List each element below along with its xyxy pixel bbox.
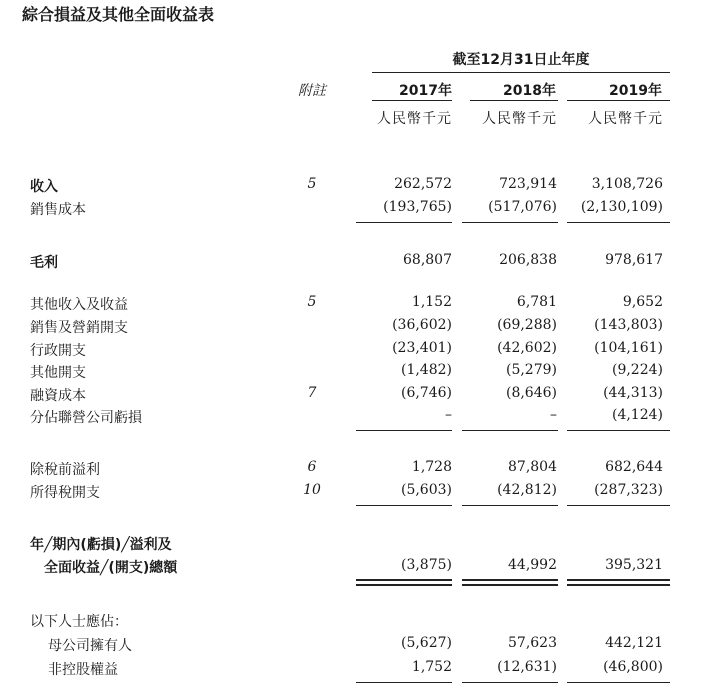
row-note-finance-costs: 7 (307, 385, 317, 401)
cell-share-of-associates-2019: (4,124) (611, 407, 663, 423)
subtotal-rule-2017 (356, 682, 452, 683)
period-header: 截至12月31日止年度 (452, 52, 590, 68)
row-label-non-controlling: 非控股權益 (48, 662, 118, 678)
cell-other-income-2019: 9,652 (622, 294, 663, 310)
row-note-other-income: 5 (307, 294, 317, 310)
year-header-2019: 2019年 (609, 83, 662, 99)
row-label-other-expenses: 其他開支 (30, 365, 86, 381)
cell-selling-expenses-2018: (69,288) (497, 317, 557, 333)
year-underline-2018 (470, 100, 558, 101)
cell-gross-profit-2017: 68,807 (403, 252, 452, 268)
total-rule-2017 (356, 579, 452, 581)
cell-other-expenses-2017: (1,482) (400, 362, 452, 378)
cell-cost-of-sales-2017: (193,765) (383, 199, 452, 215)
row-label-share-of-associates: 分佔聯營公司虧損 (30, 410, 142, 426)
cell-finance-costs-2018: (8,646) (505, 385, 557, 401)
cell-income-tax-2018: (42,812) (497, 482, 557, 498)
subtotal-rule-2019 (567, 505, 670, 506)
total-rule-2019 (567, 584, 670, 586)
cell-gross-profit-2018: 206,838 (499, 252, 557, 268)
row-label-finance-costs: 融資成本 (30, 388, 86, 404)
row-label-revenue: 收入 (30, 179, 58, 195)
cell-finance-costs-2017: (6,746) (400, 385, 452, 401)
cell-non-controlling-2019: (46,800) (603, 659, 663, 675)
cell-revenue-2019: 3,108,726 (591, 176, 663, 192)
subtotal-rule-2018 (462, 222, 558, 223)
total-rule-2017 (356, 584, 452, 586)
unit-label-2019: 人民幣千元 (588, 111, 663, 127)
unit-label-2017: 人民幣千元 (377, 111, 452, 127)
cell-non-controlling-2017: 1,752 (411, 659, 452, 675)
cell-profit-before-tax-2017: 1,728 (411, 459, 452, 475)
year-underline-2017 (372, 100, 452, 101)
cell-share-of-associates-2018: – (550, 407, 557, 423)
cell-owners-of-parent-2019: 442,121 (605, 635, 663, 651)
cell-income-tax-2017: (5,603) (400, 482, 452, 498)
row-label-attributable-to: 以下人士應佔： (30, 614, 128, 630)
cell-admin-expenses-2019: (104,161) (594, 340, 663, 356)
cell-selling-expenses-2019: (143,803) (594, 317, 663, 333)
row-label-cost-of-sales: 銷售成本 (30, 202, 86, 218)
cell-gross-profit-2019: 978,617 (605, 252, 663, 268)
row-label-other-income: 其他收入及收益 (30, 297, 128, 313)
total-rule-2018 (462, 579, 558, 581)
cell-owners-of-parent-2018: 57,623 (508, 635, 557, 651)
cell-selling-expenses-2017: (36,602) (392, 317, 452, 333)
row-label-total-line2: 全面收益╱(開支)總額 (44, 560, 178, 576)
cell-income-tax-2019: (287,323) (594, 482, 663, 498)
cell-admin-expenses-2018: (42,602) (497, 340, 557, 356)
cell-finance-costs-2019: (44,313) (603, 385, 663, 401)
cell-other-expenses-2019: (9,224) (611, 362, 663, 378)
row-label-selling-expenses: 銷售及營銷開支 (30, 320, 128, 336)
cell-admin-expenses-2017: (23,401) (392, 340, 452, 356)
cell-non-controlling-2018: (12,631) (497, 659, 557, 675)
year-header-2018: 2018年 (503, 83, 556, 99)
unit-label-2018: 人民幣千元 (482, 111, 557, 127)
row-label-profit-before-tax: 除稅前溢利 (30, 462, 100, 478)
subtotal-rule-2019 (567, 430, 670, 431)
year-underline-2019 (567, 100, 670, 101)
row-label-total-line1: 年╱期內(虧損)╱溢利及 (30, 537, 172, 553)
row-label-owners-of-parent: 母公司擁有人 (48, 638, 132, 654)
cell-total-2017: (3,875) (400, 557, 452, 573)
subtotal-rule-2017 (356, 505, 452, 506)
cell-cost-of-sales-2019: (2,130,109) (580, 199, 663, 215)
subtotal-rule-2017 (356, 222, 452, 223)
row-note-income-tax: 10 (303, 482, 321, 498)
cell-other-income-2017: 1,152 (411, 294, 452, 310)
cell-total-2019: 395,321 (605, 557, 663, 573)
cell-profit-before-tax-2019: 682,644 (605, 459, 663, 475)
cell-revenue-2018: 723,914 (499, 176, 557, 192)
year-header-2017: 2017年 (399, 83, 452, 99)
cell-total-2018: 44,992 (508, 557, 557, 573)
cell-revenue-2017: 262,572 (394, 176, 452, 192)
note-column-header: 附註 (298, 83, 326, 99)
row-label-income-tax: 所得稅開支 (30, 485, 100, 501)
subtotal-rule-2018 (462, 505, 558, 506)
subtotal-rule-2017 (356, 430, 452, 431)
total-rule-2019 (567, 579, 670, 581)
cell-owners-of-parent-2017: (5,627) (400, 635, 452, 651)
cell-cost-of-sales-2018: (517,076) (488, 199, 557, 215)
row-note-profit-before-tax: 6 (307, 459, 317, 475)
subtotal-rule-2018 (462, 682, 558, 683)
subtotal-rule-2019 (567, 682, 670, 683)
period-underline (372, 72, 670, 73)
row-label-admin-expenses: 行政開支 (30, 343, 86, 359)
cell-share-of-associates-2017: – (445, 407, 452, 423)
subtotal-rule-2019 (567, 222, 670, 223)
cell-other-expenses-2018: (5,279) (505, 362, 557, 378)
row-note-revenue: 5 (307, 176, 317, 192)
subtotal-rule-2018 (462, 430, 558, 431)
statement-title: 綜合損益及其他全面收益表 (22, 5, 215, 24)
cell-profit-before-tax-2018: 87,804 (508, 459, 557, 475)
row-label-gross-profit: 毛利 (30, 255, 58, 271)
total-rule-2018 (462, 584, 558, 586)
cell-other-income-2018: 6,781 (516, 294, 557, 310)
